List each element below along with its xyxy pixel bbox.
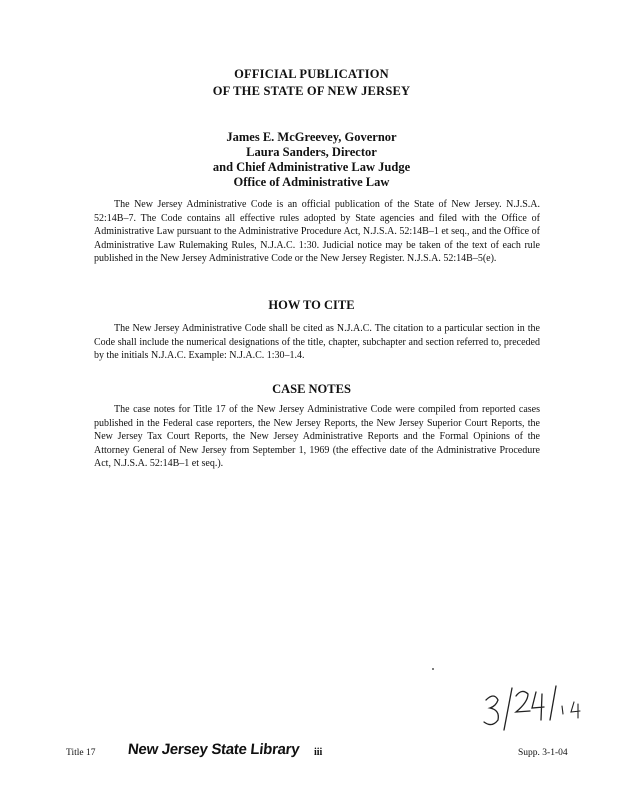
case-notes-heading: CASE NOTES xyxy=(272,382,351,396)
supplement-date: Supp. 3-1-04 xyxy=(518,748,568,758)
title-line-2: OF THE STATE OF NEW JERSEY xyxy=(212,84,411,98)
governor-line: James E. McGreevey, Governor xyxy=(226,130,397,144)
how-to-cite-paragraph: The New Jersey Administrative Code shall be cited as N.J.A.C. The citation to a particular section in the Code shall include the numerical designations of the title, chapter, subchapter and section referred to, preceded by the initials N.J.A.C. Example: N.J.A.C. 1:30–1.4. xyxy=(94,323,540,362)
library-stamp: New Jersey State Library xyxy=(127,741,301,758)
page-number: iii xyxy=(314,747,323,758)
footer-title: Title 17 xyxy=(66,748,96,758)
director-line: Laura Sanders, Director xyxy=(246,145,377,159)
case-notes-paragraph: The case notes for Title 17 of the New Jersey Administrative Code were compiled from reported cases published in the Federal case reporters, the New Jersey Reports, the New Jersey Superior Court Reports, the New Jersey Tax Court Reports, the New Jersey Administrative Reports and the Formal Opinions of the Attorney General of New Jersey from September 1, 1969 (the effective date of the Administrative Procedure Act, N.J.S.A. 52:14B–1 et seq.). xyxy=(94,404,540,470)
judge-line: and Chief Administrative Law Judge xyxy=(212,160,411,174)
officials-block xyxy=(0,130,623,190)
how-to-cite-heading: HOW TO CITE xyxy=(268,298,355,312)
office-line: Office of Administrative Law xyxy=(233,175,390,189)
title-line-1: OFFICIAL PUBLICATION xyxy=(234,67,389,81)
handwritten-date xyxy=(478,680,598,732)
intro-paragraph: The New Jersey Administrative Code is an official publication of the State of New Jersey. N.J.S.A. 52:14B–7. The Code contains all effective rules adopted by State agencies and filed with the Office of Administrative Law pursuant to the Administrative Procedure Act, N.J.S.A. 52:14B–1 et seq., and the Office of Administrative Law Rulemaking Rules, N.J.A.C. 1:30. Judicial notice may be taken of the text of each rule published in the New Jersey Administrative Code or the New Jersey Register. N.J.S.A. 52:14B–5(e). xyxy=(94,199,540,265)
scan-speck xyxy=(432,668,434,670)
publication-title xyxy=(0,66,623,100)
